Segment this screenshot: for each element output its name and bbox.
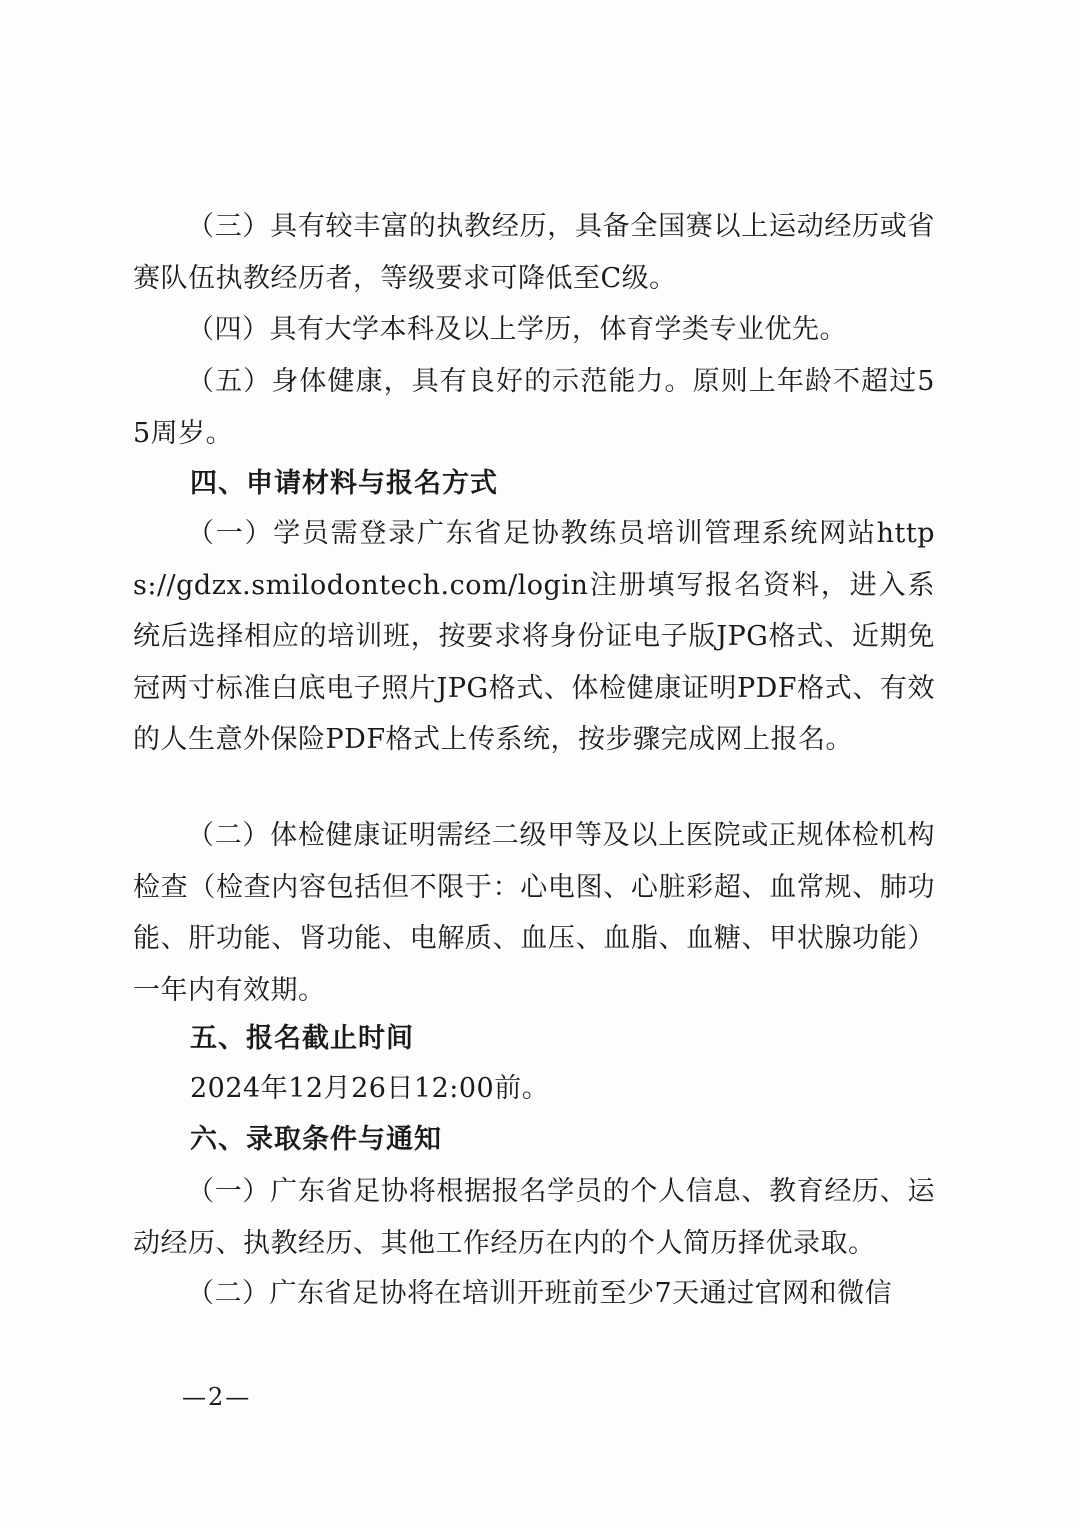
paragraph-item-5: （五）身体健康，具有良好的示范能力。原则上年龄不超过55周岁。 — [133, 366, 935, 449]
registration-deadline: 2024年12月26日12:00前。 — [190, 1073, 550, 1104]
section-4-heading: 四、申请材料与报名方式 — [190, 468, 498, 499]
page-number: —2— — [182, 1383, 252, 1411]
section-6-heading: 六、录取条件与通知 — [190, 1124, 442, 1155]
section-6-item-1: （一）广东省足协将根据报名学员的个人信息、教育经历、运动经历、执教经历、其他工作经历在内的个人简历择优录取。 — [133, 1176, 935, 1259]
section-4-item-2: （二）体检健康证明需经二级甲等及以上医院或正规体检机构检查（检查内容包括但不限于：心电图、心脏彩超、血常规、肺功能、肝功能、肾功能、电解质、血压、血脂、血糖、甲状腺功能）一年内有效期。 — [133, 820, 935, 1006]
section-4-item-1: （一）学员需登录广东省足协教练员培训管理系统网站https://gdzx.smilodontech.com/login注册填写报名资料，进入系统后选择相应的培训班，按要求将身份证电子版JPG格式、近期免冠两寸标准白底电子照片JPG格式、体检健康证明PDF格式、有效的人生意外保险PDF格式上传系统，按步骤完成网上报名。 — [133, 518, 935, 756]
section-5-heading: 五、报名截止时间 — [190, 1023, 414, 1054]
section-6-item-2: （二）广东省足协将在培训开班前至少7天通过官网和微信 — [187, 1278, 893, 1309]
paragraph-item-3: （三）具有较丰富的执教经历，具备全国赛以上运动经历或省赛队伍执教经历者，等级要求可降低至C级。 — [133, 211, 935, 294]
paragraph-item-4: （四）具有大学本科及以上学历，体育学类专业优先。 — [187, 314, 847, 345]
